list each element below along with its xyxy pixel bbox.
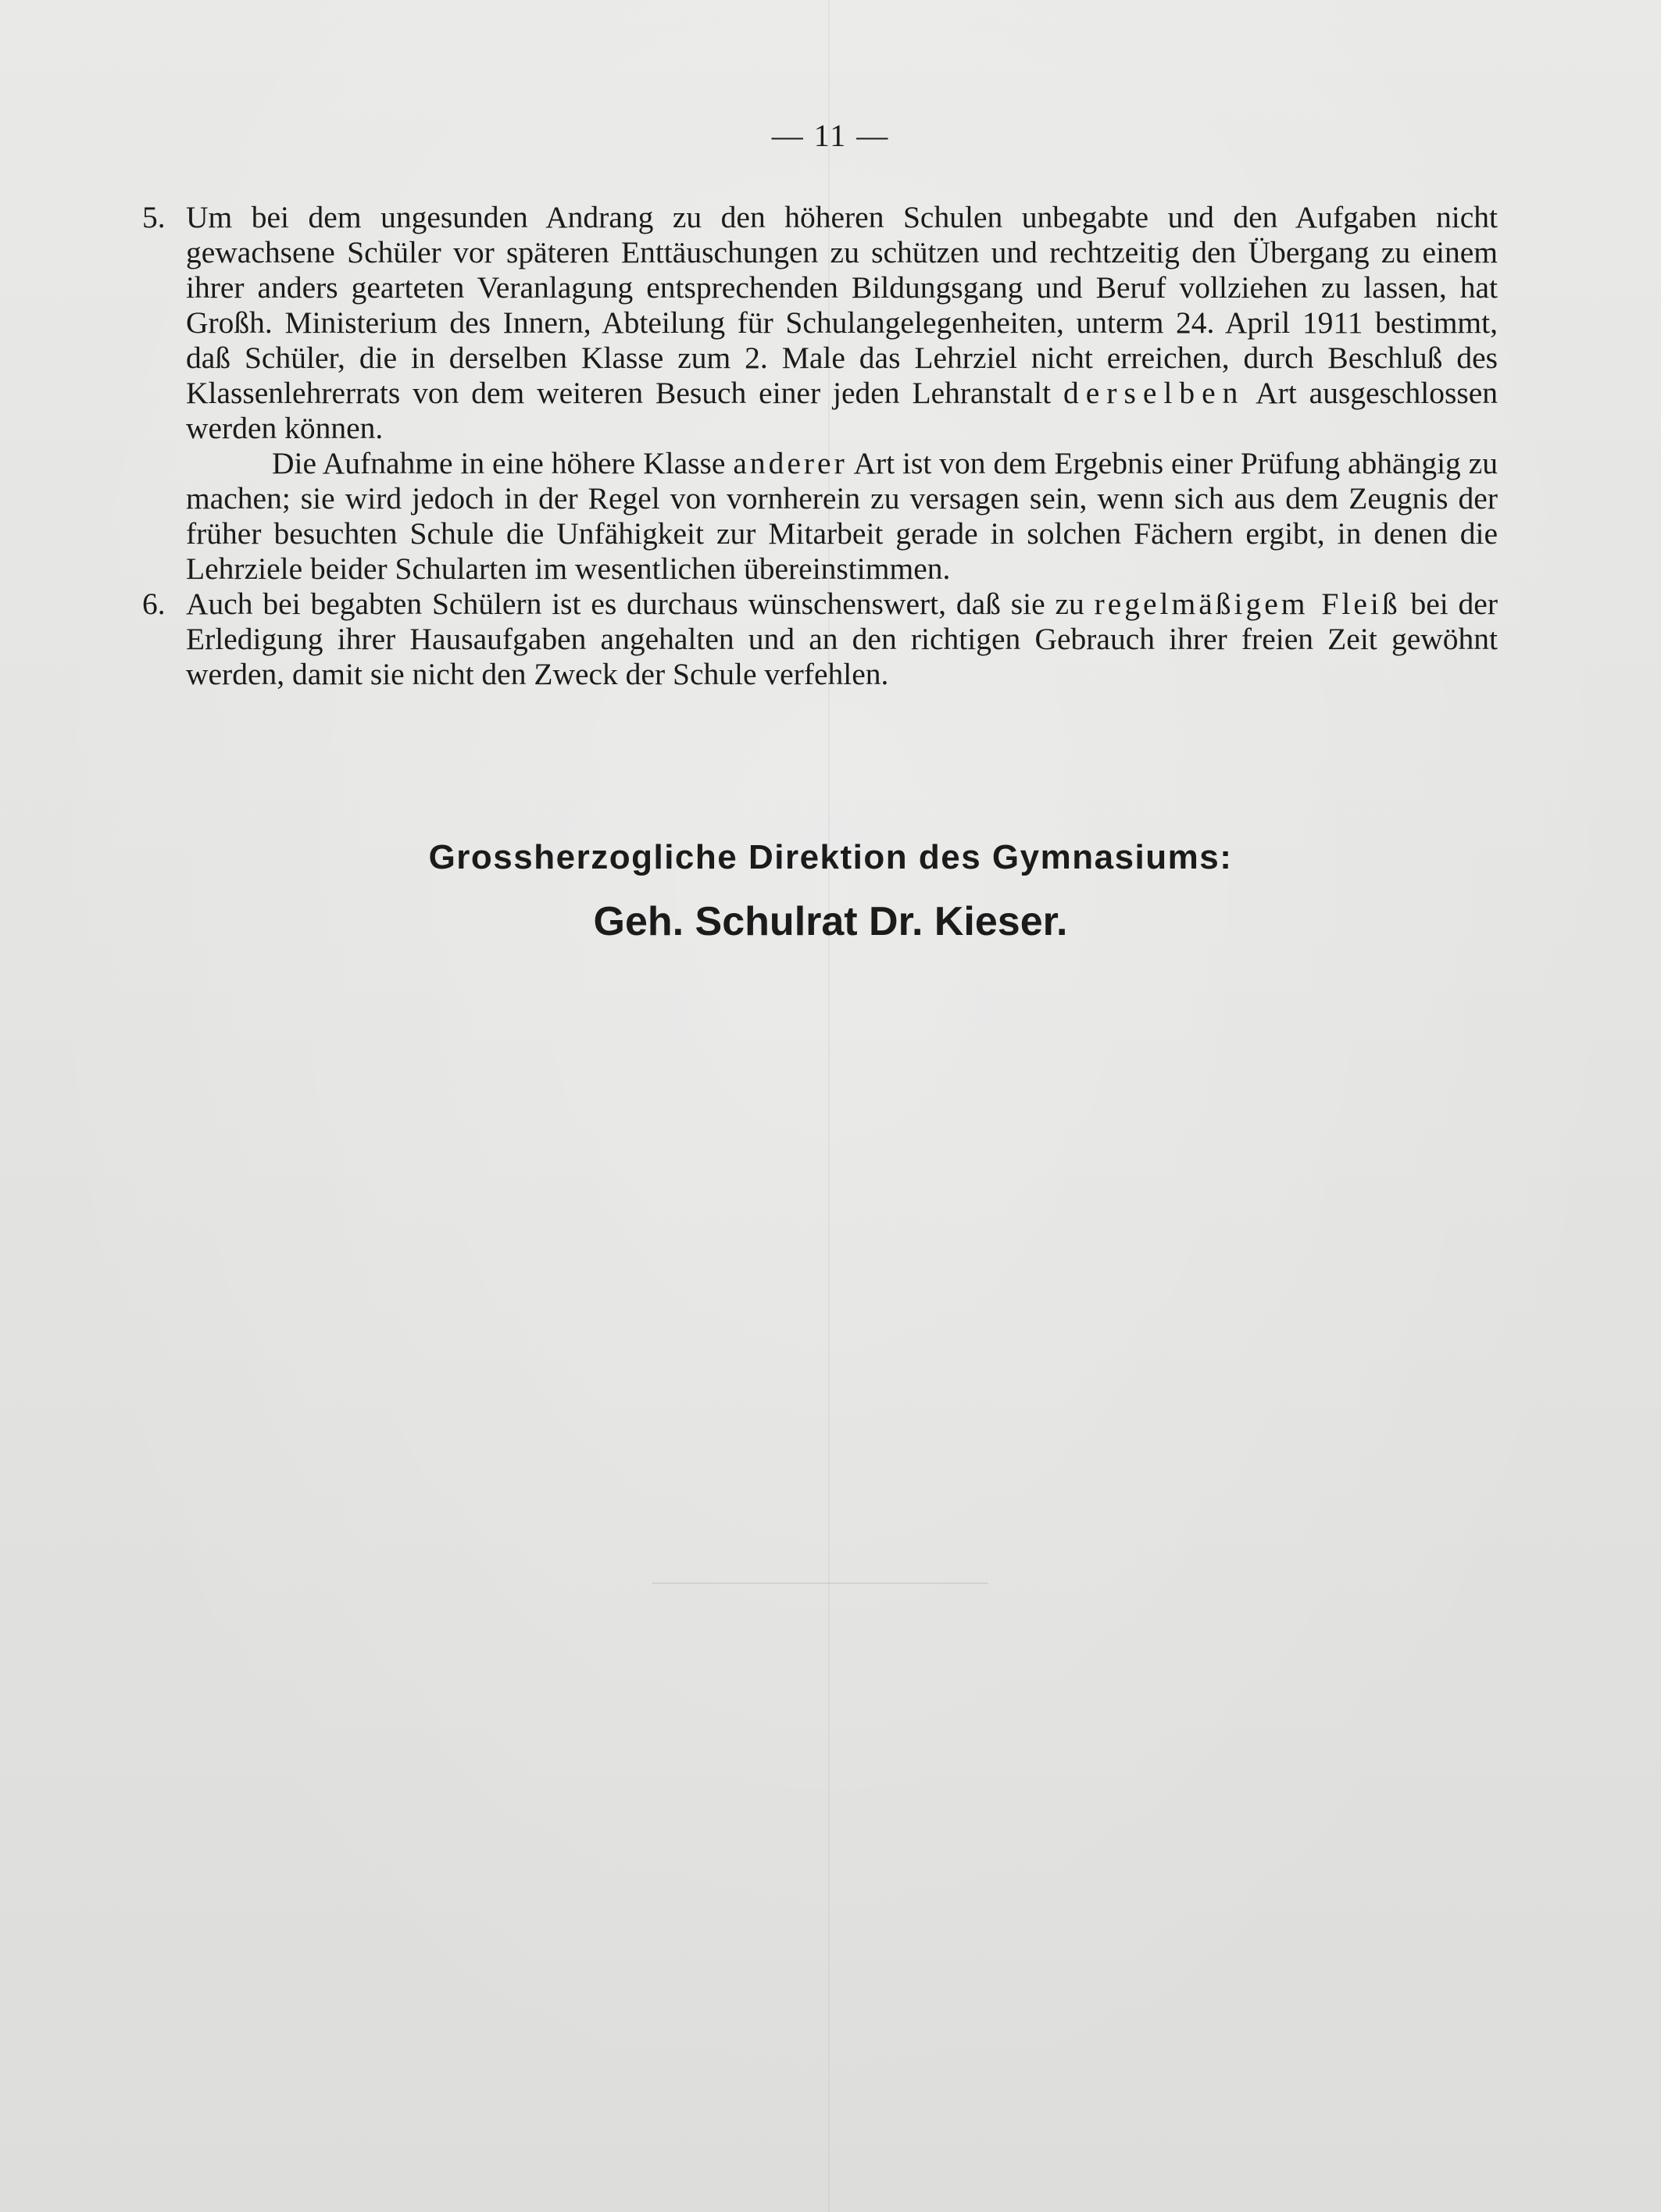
page-number: — 11 — bbox=[771, 118, 890, 153]
body-text bbox=[142, 200, 1498, 692]
item-number-6: 6. bbox=[142, 587, 166, 621]
item-5-para2-a: Die Aufnahme in eine höhere Klasse bbox=[272, 446, 726, 480]
item-6-text-a: Auch bei begabten Schülern ist es durchaus wünschenswert, daß sie zu bbox=[186, 587, 1084, 621]
signature-institution: Grossherzogliche Direktion des Gymnasiums: bbox=[428, 838, 1233, 876]
list-item-5 bbox=[142, 200, 1498, 587]
item-6-spaced-words: regelmäßigem Fleiß bbox=[1094, 587, 1401, 621]
item-5-para2-c: Art ist von dem Ergebnis einer Prüfung abhängig zu machen; sie wird jedoch in der Regel von vornherein zu versagen sein, wenn sich aus dem Zeugnis der früher besuchten Schule die Unfähigkeit zur Mitarbeit gerade in solchen Fächern ergibt, in denen die Lehrziele beider Schularten im wesentlichen übereinstimmen. bbox=[186, 446, 1498, 586]
list-item-6 bbox=[142, 587, 1498, 692]
signature-name: Geh. Schulrat Dr. Kieser. bbox=[593, 899, 1068, 944]
item-5-spaced-word: derselben bbox=[1063, 376, 1245, 410]
item-5-text-c: Art ausgeschlossen werden können. bbox=[186, 376, 1498, 445]
item-5-paragraph-2 bbox=[186, 446, 1498, 587]
item-number-5: 5. bbox=[142, 200, 166, 234]
divider-line bbox=[652, 1582, 988, 1584]
item-6-text-c: bei der Erledigung ihrer Hausaufgaben angehalten und an den richtigen Gebrauch ihrer freien Zeit gewöhnt werden, damit sie nicht den Zweck der Schule verfehlen. bbox=[186, 587, 1498, 691]
item-5-text-a: Um bei dem ungesunden Andrang zu den höheren Schulen unbegabte und den Aufgaben nicht gewachsene Schüler vor späteren Enttäuschungen zu schützen und rechtzeitig den Übergang zu einem ihrer anders gearteten Veranlagung entsprechenden Bildungsgang und Beruf vollziehen zu lassen, hat Großh. Ministerium des Innern, Abteilung für Schulangelegenheiten, unterm 24. April 1911 bestimmt, daß Schüler, die in derselben Klasse zum 2. Male das Lehrziel nicht erreichen, durch Beschluß des Klassenlehrerrats von dem weiteren Besuch einer jeden Lehranstalt bbox=[186, 200, 1498, 410]
item-5-para2-spaced-word: anderer bbox=[733, 446, 848, 480]
